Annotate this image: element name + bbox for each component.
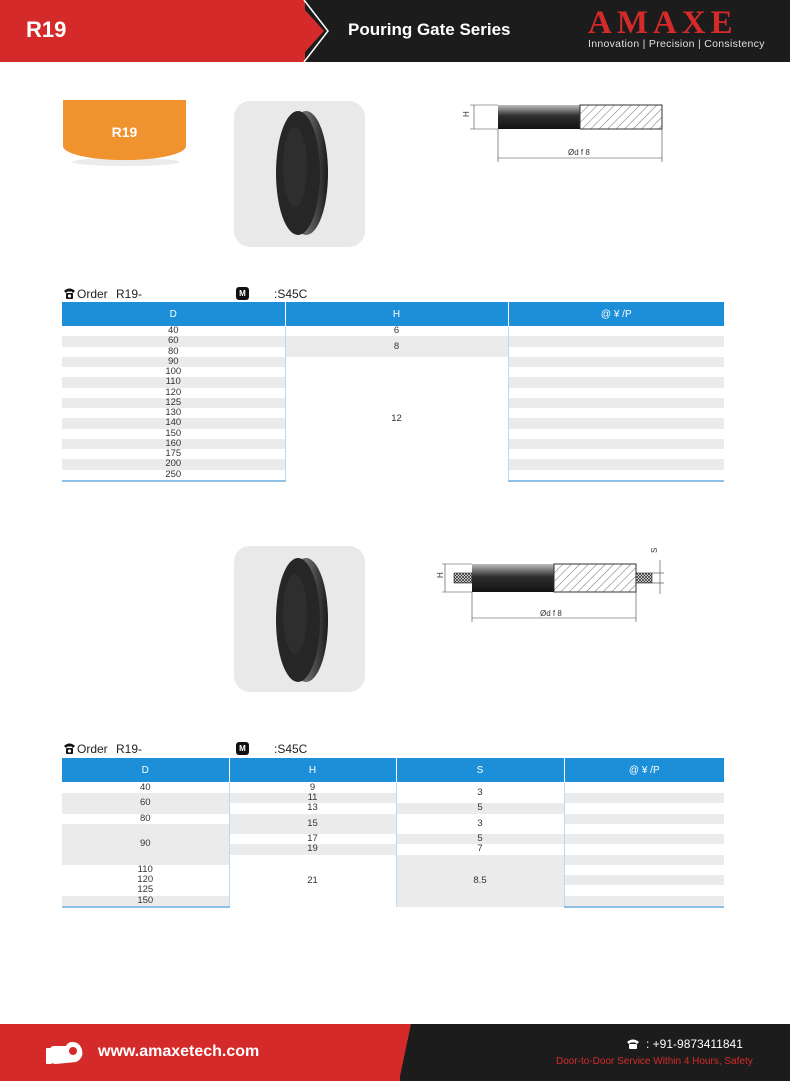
cell-d: 90: [62, 357, 285, 367]
phone-icon: [63, 287, 76, 300]
brand-logo: AMAXE: [588, 5, 738, 41]
cell-d: 140: [62, 418, 285, 428]
col-header-d: D: [62, 302, 285, 326]
cell-h: 11: [229, 793, 396, 803]
cell-d: 110: [62, 865, 229, 875]
cell-d: 160: [62, 439, 285, 449]
footer-website-link[interactable]: www.amaxetech.com: [98, 1043, 260, 1060]
cell-d: 110: [62, 377, 285, 387]
cell-price: [564, 834, 724, 844]
table-row: [62, 793, 724, 803]
cell-price: [508, 347, 724, 357]
cell-price: [508, 408, 724, 418]
col-header-h: H: [285, 302, 508, 326]
cell-d: 90: [62, 824, 229, 865]
cell-s: 3: [396, 782, 564, 803]
order-label: Order: [77, 742, 108, 756]
cell-price: [508, 388, 724, 398]
drawing2-s-label: S: [650, 547, 659, 553]
cell-price: [564, 793, 724, 803]
cell-d: 150: [62, 896, 229, 907]
cell-d: 120: [62, 875, 229, 885]
product-photo-2: [234, 546, 365, 692]
drawing2-h-label: H: [436, 572, 445, 578]
col-header-price: @ ¥ /P: [564, 758, 724, 782]
footer-chevron: [399, 1024, 411, 1081]
disc-image: [234, 546, 365, 692]
cell-d: 40: [62, 326, 285, 336]
col-header-price: @ ¥ /P: [508, 302, 724, 326]
cell-s: 5: [396, 803, 564, 813]
cell-h: 21: [229, 855, 396, 907]
footer-phone-number: : +91-9873411841: [646, 1037, 743, 1051]
disc-image: [234, 101, 365, 247]
header-chevron-edge: [302, 0, 332, 62]
cell-d: 130: [62, 408, 285, 418]
table-row: [62, 814, 724, 824]
material-icon: M: [236, 287, 249, 300]
footer-service-note: Door-to-Door Service Within 4 Hours, Safety: [556, 1056, 753, 1067]
cell-d: 60: [62, 336, 285, 346]
drawing2-d-label: Ød f 8: [540, 609, 562, 618]
col-header-h: H: [229, 758, 396, 782]
cell-price: [564, 814, 724, 824]
table-row: [62, 326, 724, 336]
order-label: Order: [77, 287, 108, 301]
cell-d: 200: [62, 459, 285, 469]
cell-price: [564, 803, 724, 813]
cell-d: 250: [62, 470, 285, 481]
technical-drawing-1: [460, 98, 670, 168]
cell-s: 5: [396, 834, 564, 844]
cell-price: [508, 449, 724, 459]
cell-d: 125: [62, 398, 285, 408]
brand-tagline: Innovation | Precision | Consistency: [588, 38, 765, 50]
cell-d: 40: [62, 782, 229, 793]
cell-d: 100: [62, 367, 285, 377]
cell-price: [508, 377, 724, 387]
product-photo-1: [234, 101, 365, 247]
cell-h: 17: [229, 834, 396, 844]
cell-price: [564, 782, 724, 793]
header-series-title: Pouring Gate Series: [348, 20, 511, 39]
material-icon: M: [236, 742, 249, 755]
cell-h: 6: [285, 326, 508, 336]
cell-h: 8: [285, 336, 508, 357]
cell-price: [564, 824, 724, 834]
cell-d: 120: [62, 388, 285, 398]
cell-price: [508, 459, 724, 469]
cell-d: 60: [62, 793, 229, 814]
cell-price: [508, 357, 724, 367]
spec-table-2: [62, 758, 724, 908]
telephone-icon: [626, 1038, 640, 1049]
cell-h: 19: [229, 844, 396, 854]
cell-d: 125: [62, 885, 229, 895]
cell-price: [508, 398, 724, 408]
cell-s: 7: [396, 844, 564, 854]
table-row: [62, 782, 724, 793]
cell-price: [508, 367, 724, 377]
table-row: [62, 357, 724, 367]
cell-s: 3: [396, 814, 564, 835]
cell-price: [564, 844, 724, 854]
phone-icon: [63, 742, 76, 755]
cell-price: [564, 865, 724, 875]
cell-h: 15: [229, 814, 396, 835]
table-row: [62, 336, 724, 346]
cell-price: [508, 429, 724, 439]
hand-pointer-icon: [46, 1038, 86, 1068]
cell-price: [508, 470, 724, 481]
cell-price: [508, 326, 724, 336]
cell-s: 8.5: [396, 855, 564, 907]
order-code: R19-: [116, 742, 143, 756]
cell-h: 9: [229, 782, 396, 793]
spec-table-1: [62, 302, 724, 482]
cell-price: [564, 855, 724, 865]
cell-h: 13: [229, 803, 396, 813]
cell-price: [508, 439, 724, 449]
cell-price: [508, 336, 724, 346]
cell-h: 12: [285, 357, 508, 481]
cell-d: 175: [62, 449, 285, 459]
cell-price: [508, 418, 724, 428]
material-value: :S45C: [274, 287, 308, 301]
cell-price: [564, 896, 724, 907]
technical-drawing-2: [430, 544, 670, 626]
header-product-code: R19: [26, 17, 67, 42]
cell-price: [564, 875, 724, 885]
cell-price: [564, 885, 724, 895]
order-code: R19-: [116, 287, 143, 301]
col-header-s: S: [396, 758, 564, 782]
cell-d: 80: [62, 814, 229, 824]
cell-d: 150: [62, 429, 285, 439]
drawing1-d-label: Ød f 8: [568, 148, 590, 157]
cell-d: 80: [62, 347, 285, 357]
product-tab: R19: [63, 100, 186, 160]
col-header-d: D: [62, 758, 229, 782]
material-value: :S45C: [274, 742, 308, 756]
drawing1-h-label: H: [462, 111, 471, 117]
